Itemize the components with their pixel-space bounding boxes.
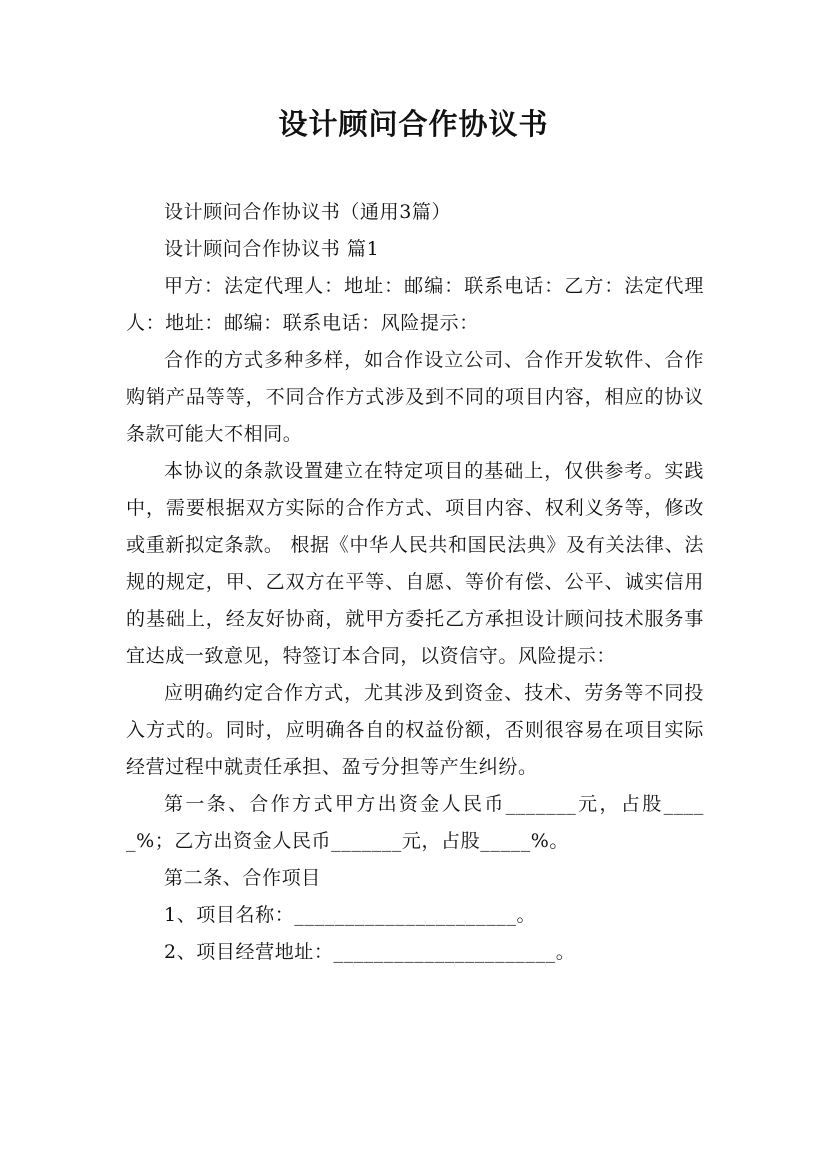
document-body — [126, 194, 704, 971]
paragraph-project-name: 1、项目名称：______________________。 — [164, 904, 537, 926]
paragraph-agreement-basis: 本协议的条款设置建立在特定项目的基础上，仅供参考。实践中，需要根据双方实际的合作方式、项目内容、权利义务等，修改或重新拟定条款。 根据《中华人民共和国民法典》及有关法律、法规的规定，甲、乙双方在平等、自愿、等价有偿、公平、诚实信用的基础上，经友好协商，就甲方委托乙方承担设计顾问技术服务事宜达成一致意见，特签订本合同，以资信守。风险提示： — [126, 460, 704, 667]
document-title: 设计顾问合作协议书 — [278, 107, 549, 141]
paragraph-subtitle: 设计顾问合作协议书（通用3篇） — [164, 201, 452, 223]
paragraph-article-1: 第一条、合作方式甲方出资金人民币_______元，占股_____%；乙方出资金人民币_______元，占股_____%。 — [126, 793, 704, 852]
paragraph-section-heading: 设计顾问合作协议书 篇1 — [164, 238, 380, 260]
paragraph-project-address: 2、项目经营地址：______________________。 — [164, 941, 576, 963]
paragraph-parties: 甲方：法定代理人：地址：邮编：联系电话：乙方：法定代理人：地址：邮编：联系电话：风险提示： — [126, 275, 704, 334]
paragraph-article-2: 第二条、合作项目 — [164, 867, 321, 889]
paragraph-risk-note: 应明确约定合作方式，尤其涉及到资金、技术、劳务等不同投入方式的。同时，应明确各自的权益份额，否则很容易在项目实际经营过程中就责任承担、盈亏分担等产生纠纷。 — [126, 682, 704, 778]
paragraph-cooperation-methods: 合作的方式多种多样，如合作设立公司、合作开发软件、合作购销产品等等，不同合作方式涉及到不同的项目内容，相应的协议条款可能大不相同。 — [126, 349, 704, 445]
